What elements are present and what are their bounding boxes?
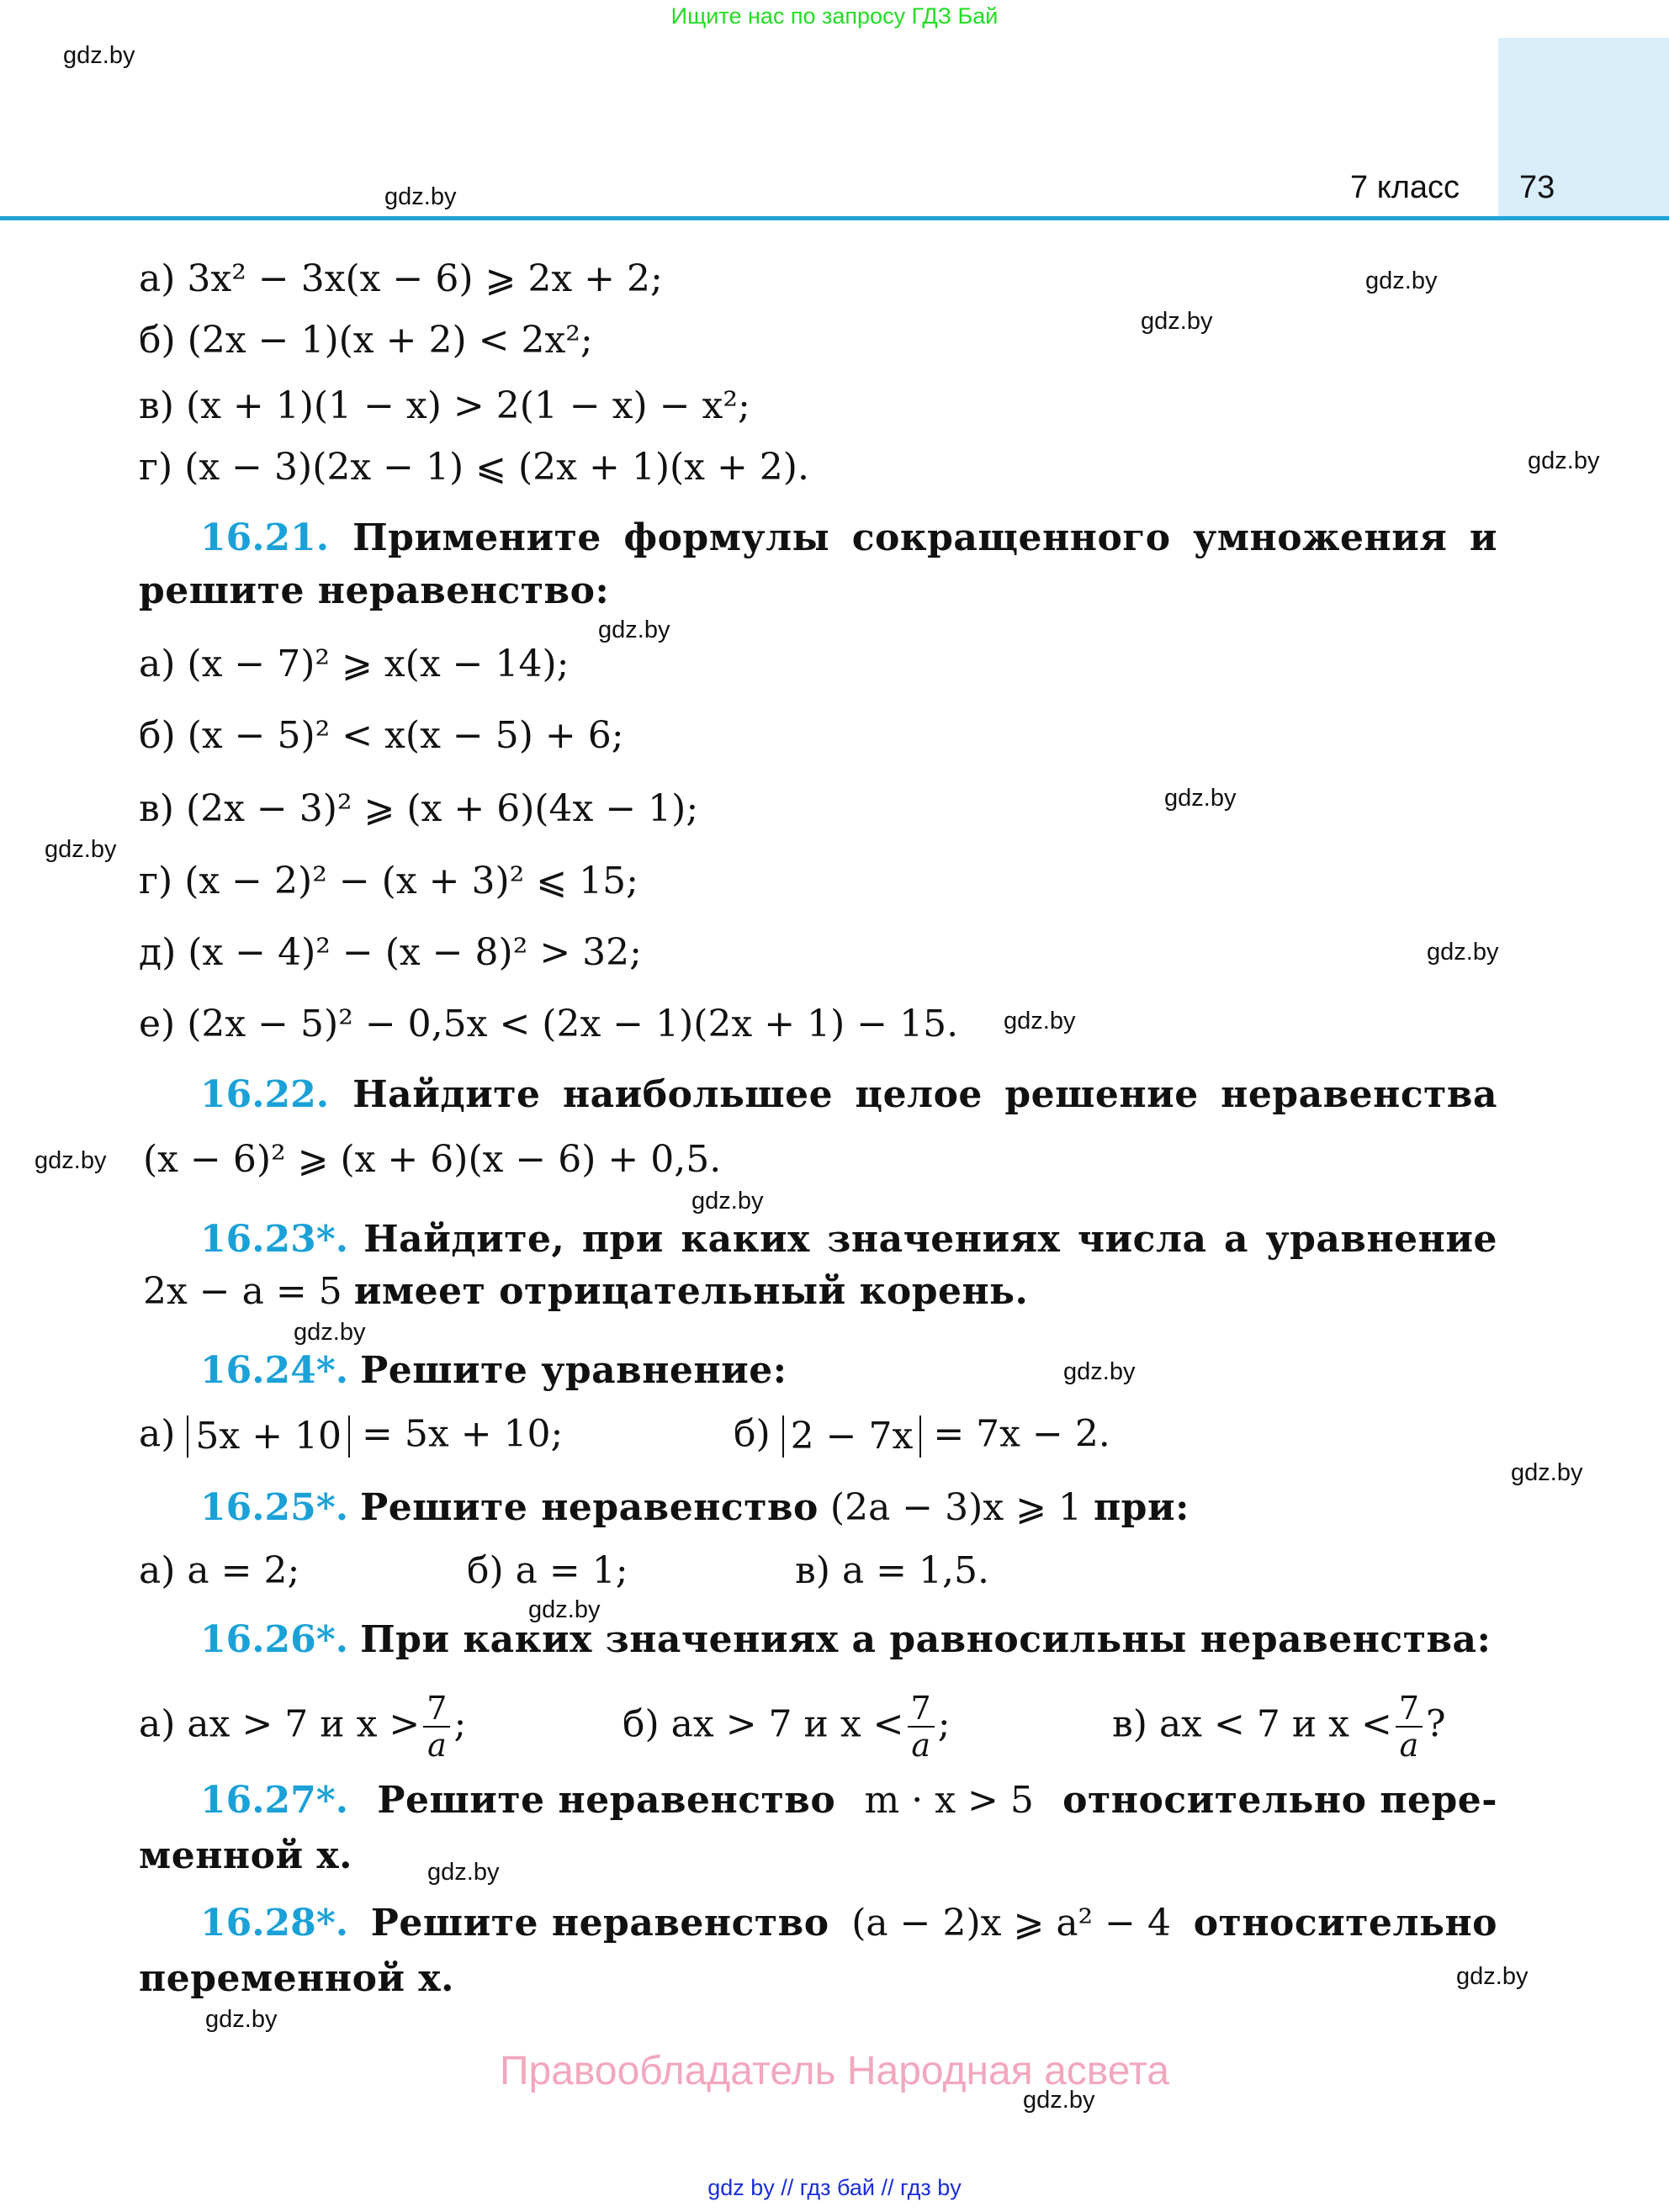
- numerator: 7: [423, 1692, 450, 1728]
- item-label: б): [467, 1549, 504, 1592]
- problem-text: При каких значениях a равносильны неравенства:: [360, 1618, 1492, 1661]
- problem-16-24-title: [200, 1349, 787, 1392]
- watermark: gdz.by: [384, 183, 457, 210]
- problem-number: 16.21.: [200, 516, 330, 559]
- problem-16-27-title: [200, 1779, 1497, 1822]
- item-label: б): [734, 1412, 771, 1456]
- problem-text: при:: [1093, 1486, 1189, 1529]
- item-expression: a = 1,5.: [841, 1549, 989, 1592]
- item-expression: (2x − 3)² ⩾ (x + 6)(4x − 1);: [185, 787, 699, 830]
- denominator: a: [427, 1727, 447, 1764]
- conjunction: и: [320, 1702, 345, 1746]
- item-label: а): [139, 257, 176, 300]
- problem-text: Найдите наибольшее целое решение неравенства: [352, 1073, 1497, 1116]
- watermark: gdz.by: [1427, 939, 1499, 966]
- item-expression: ax > 7: [670, 1702, 792, 1746]
- exercise-item: [139, 446, 809, 489]
- conjunction: и: [803, 1702, 829, 1746]
- exercise-item: [139, 1690, 467, 1764]
- problem-text: относительно: [1193, 1902, 1497, 1945]
- watermark: gdz.by: [1004, 1008, 1076, 1035]
- grade-label: 7 класс: [1350, 170, 1460, 205]
- denominator: a: [911, 1727, 930, 1764]
- watermark: gdz.by: [691, 1188, 764, 1214]
- problem-number: 16.22.: [200, 1073, 330, 1116]
- item-label: г): [139, 446, 173, 489]
- problem-text-continued: переменной x.: [139, 1957, 454, 2000]
- item-expression: x <: [1328, 1702, 1392, 1746]
- problem-number: 16.24*.: [200, 1349, 349, 1392]
- item-expression: (2x − 5)² − 0,5x < (2x − 1)(2x + 1) − 15.: [187, 1003, 959, 1045]
- watermark: gdz.by: [294, 1319, 366, 1346]
- item-expression: x >: [356, 1702, 421, 1746]
- problem-text: имеет отрицательный корень.: [353, 1270, 1029, 1313]
- watermark: gdz.by: [1141, 308, 1213, 335]
- exercise-item: [139, 1412, 564, 1458]
- search-banner: Ищите нас по запросу ГДЗ Бай: [670, 3, 999, 29]
- watermark: gdz.by: [1365, 267, 1438, 294]
- item-expression: a = 2;: [187, 1549, 300, 1592]
- exercise-item: [139, 257, 663, 300]
- item-expression: (2x − 1)(x + 2) < 2x²;: [187, 319, 593, 362]
- watermark: gdz.by: [528, 1596, 601, 1623]
- problem-number: 16.28*.: [200, 1902, 349, 1945]
- denominator: a: [1399, 1727, 1419, 1764]
- problem-16-23-title: [200, 1218, 1497, 1261]
- exercise-item: [139, 643, 570, 685]
- problem-16-22-title: [200, 1073, 1497, 1116]
- watermark: gdz.by: [1023, 2087, 1095, 2114]
- exercise-item: [139, 1003, 959, 1045]
- item-label: б): [623, 1702, 660, 1746]
- exercise-item: [139, 860, 638, 902]
- absolute-value: 2 − 7x: [782, 1416, 922, 1458]
- exercise-item: [623, 1690, 951, 1764]
- punctuation: ;: [937, 1702, 951, 1746]
- problem-text: Решите уравнение:: [360, 1349, 787, 1392]
- problem-16-21-title: [200, 516, 1497, 559]
- item-expression: (x + 1)(1 − x) > 2(1 − x) − x²;: [185, 384, 750, 427]
- item-label: е): [139, 1003, 176, 1045]
- item-expression: = 7x − 2.: [933, 1412, 1110, 1456]
- item-label: а): [139, 643, 176, 685]
- problem-text: Решите неравенство: [360, 1486, 819, 1529]
- item-label: б): [139, 319, 176, 362]
- fraction: [908, 1690, 935, 1764]
- watermark: gdz.by: [1456, 1963, 1529, 1990]
- punctuation: ?: [1426, 1702, 1446, 1746]
- item-expression: (x − 7)² ⩾ x(x − 14);: [187, 643, 570, 685]
- problem-expression: (a − 2)x ⩾ a² − 4: [851, 1902, 1172, 1945]
- conjunction: и: [1291, 1702, 1317, 1746]
- item-expression: (x − 5)² < x(x − 5) + 6;: [187, 714, 624, 757]
- item-label: в): [139, 787, 174, 830]
- item-expression: 3x² − 3x(x − 6) ⩾ 2x + 2;: [187, 257, 663, 300]
- fraction: [1396, 1690, 1423, 1764]
- problem-text-continued: [143, 1270, 1029, 1313]
- watermark: gdz.by: [1063, 1358, 1136, 1385]
- problem-text-continued: решите неравенство:: [139, 569, 610, 612]
- exercise-item: [467, 1549, 628, 1592]
- item-label: в): [139, 384, 174, 427]
- exercise-item: [139, 931, 642, 974]
- punctuation: ;: [453, 1702, 467, 1746]
- problem-number: 16.25*.: [200, 1486, 349, 1529]
- problem-number: 16.26*.: [200, 1618, 349, 1661]
- problem-expression: (2a − 3)x ⩾ 1: [829, 1486, 1082, 1529]
- item-label: а): [139, 1702, 176, 1746]
- item-expression: (x − 2)² − (x + 3)² ⩽ 15;: [184, 860, 638, 902]
- problem-number: 16.23*.: [200, 1218, 349, 1261]
- problem-number: 16.27*.: [200, 1779, 349, 1822]
- page-number: 73: [1519, 170, 1555, 205]
- watermark: gdz.by: [1164, 785, 1237, 812]
- item-expression: ax > 7: [187, 1702, 309, 1746]
- watermark: gdz.by: [63, 42, 135, 69]
- exercise-item: [139, 319, 593, 362]
- exercise-item: [795, 1549, 989, 1592]
- exercise-item: [139, 384, 750, 427]
- item-expression: (x − 3)(2x − 1) ⩽ (2x + 1)(x + 2).: [184, 446, 809, 489]
- header-rule: [0, 216, 1669, 220]
- watermark: gdz.by: [34, 1147, 107, 1174]
- item-label: а): [139, 1549, 176, 1592]
- watermark: gdz.by: [1511, 1459, 1583, 1486]
- problem-text: Найдите, при каких значениях числа a уравнение: [363, 1218, 1497, 1261]
- problem-text: Решите неравенство: [370, 1902, 829, 1945]
- exercise-item: [139, 1549, 300, 1592]
- absolute-value: 5x + 10: [187, 1416, 350, 1458]
- problem-16-26-title: [200, 1618, 1492, 1661]
- problem-expression: (x − 6)² ⩾ (x + 6)(x − 6) + 0,5.: [143, 1138, 722, 1181]
- item-label: б): [139, 714, 176, 757]
- problem-expression: 2x − a = 5: [143, 1270, 342, 1313]
- item-label: а): [139, 1412, 176, 1456]
- item-label: г): [139, 860, 173, 902]
- numerator: 7: [1396, 1692, 1423, 1728]
- item-expression: = 5x + 10;: [362, 1412, 564, 1456]
- watermark: gdz.by: [1528, 447, 1600, 474]
- item-expression: a = 1;: [515, 1549, 628, 1592]
- item-label: д): [139, 931, 177, 974]
- item-expression: ax < 7: [1158, 1702, 1280, 1746]
- problem-expression: m · x > 5: [864, 1779, 1034, 1822]
- exercise-item: [1112, 1690, 1446, 1764]
- problem-text: Решите неравенство: [377, 1779, 836, 1822]
- exercise-item: [734, 1412, 1110, 1458]
- watermark: gdz.by: [598, 617, 670, 643]
- problem-text-continued: менной x.: [139, 1834, 352, 1877]
- item-expression: (x − 4)² − (x − 8)² > 32;: [188, 931, 642, 974]
- numerator: 7: [908, 1692, 935, 1728]
- problem-16-28-title: [200, 1902, 1497, 1945]
- exercise-item: [139, 787, 699, 830]
- problem-text: Примените формулы сокращенного умножения и: [352, 516, 1497, 559]
- item-label: в): [795, 1549, 830, 1592]
- watermark: gdz.by: [427, 1859, 500, 1886]
- copyright-owner: Правообладатель Народная асвета: [500, 2049, 1169, 2093]
- fraction: [423, 1690, 450, 1764]
- footer-links[interactable]: gdz by // гдз бай // гдз by: [707, 2175, 962, 2200]
- watermark: gdz.by: [205, 2006, 278, 2033]
- problem-16-25-title: [200, 1486, 1189, 1529]
- watermark: gdz.by: [45, 836, 117, 863]
- exercise-item: [139, 714, 624, 757]
- problem-text: относительно пере-: [1062, 1779, 1497, 1822]
- item-label: в): [1112, 1702, 1147, 1746]
- item-expression: x <: [840, 1702, 904, 1746]
